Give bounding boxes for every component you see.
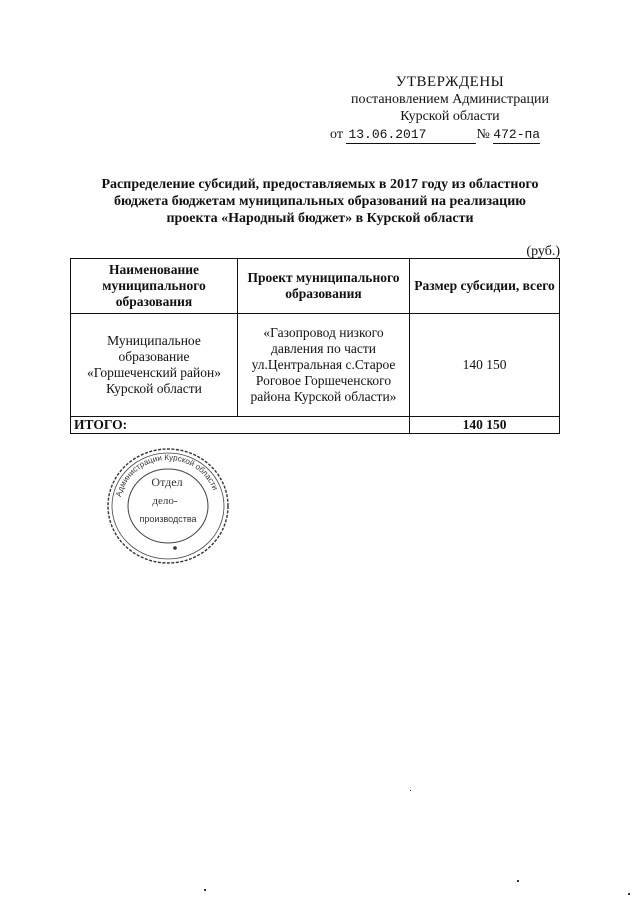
stamp-ring-text: Администрации Курской области xyxy=(114,452,220,498)
scan-speck xyxy=(628,893,630,895)
approval-title: УТВЕРЖДЕНЫ xyxy=(395,74,505,90)
approval-block xyxy=(330,74,570,144)
header-amount: Размер субсидии, всего xyxy=(410,259,560,314)
office-stamp xyxy=(103,446,233,566)
cell-amount: 140 150 xyxy=(410,314,560,417)
cell-municipality: Муниципальное образование «Горшеченский район» Курской области xyxy=(71,314,238,417)
date-prefix: от xyxy=(330,127,343,142)
header-project xyxy=(238,259,410,314)
total-row xyxy=(71,417,560,434)
stamp-dot xyxy=(173,546,177,550)
header-municipality: Наименование муниципального образования xyxy=(71,259,238,314)
total-amount: 140 150 xyxy=(410,417,560,434)
approval-line-2: Курской области xyxy=(400,109,500,124)
table-header-row xyxy=(71,259,560,314)
stamp-center-line-1: Отдел xyxy=(151,475,183,489)
table-row xyxy=(71,314,560,417)
number-value: 472-па xyxy=(493,127,541,142)
title-line-3: проекта «Народный бюджет» в Курской области xyxy=(166,211,474,226)
title-line-1: Распределение субсидий, предоставляемых в 2017 году из областного xyxy=(101,177,539,192)
total-label: ИТОГО: xyxy=(71,417,410,434)
cell-project: «Газопровод низкого давления по части ул.Центральная с.Старое Роговое Горшеченского района Курской области» xyxy=(238,314,410,417)
subsidy-table xyxy=(70,258,560,434)
stamp-center-line-3: производства xyxy=(139,514,197,524)
approval-line-1: постановлением Администрации xyxy=(351,92,549,107)
date-value: 13.06.2017 xyxy=(346,126,476,144)
scan-speck xyxy=(410,790,411,791)
number-prefix: № xyxy=(476,127,490,142)
document-title xyxy=(70,176,570,227)
currency-unit: (руб.) xyxy=(526,244,560,259)
header-project-text: Проект муниципального образования xyxy=(247,270,400,301)
scan-speck xyxy=(517,880,519,882)
approval-date-line xyxy=(330,126,570,144)
scan-speck xyxy=(204,889,206,891)
stamp-center-line-2: дело- xyxy=(152,495,178,507)
title-line-2: бюджета бюджетам муниципальных образований на реализацию xyxy=(113,194,526,209)
